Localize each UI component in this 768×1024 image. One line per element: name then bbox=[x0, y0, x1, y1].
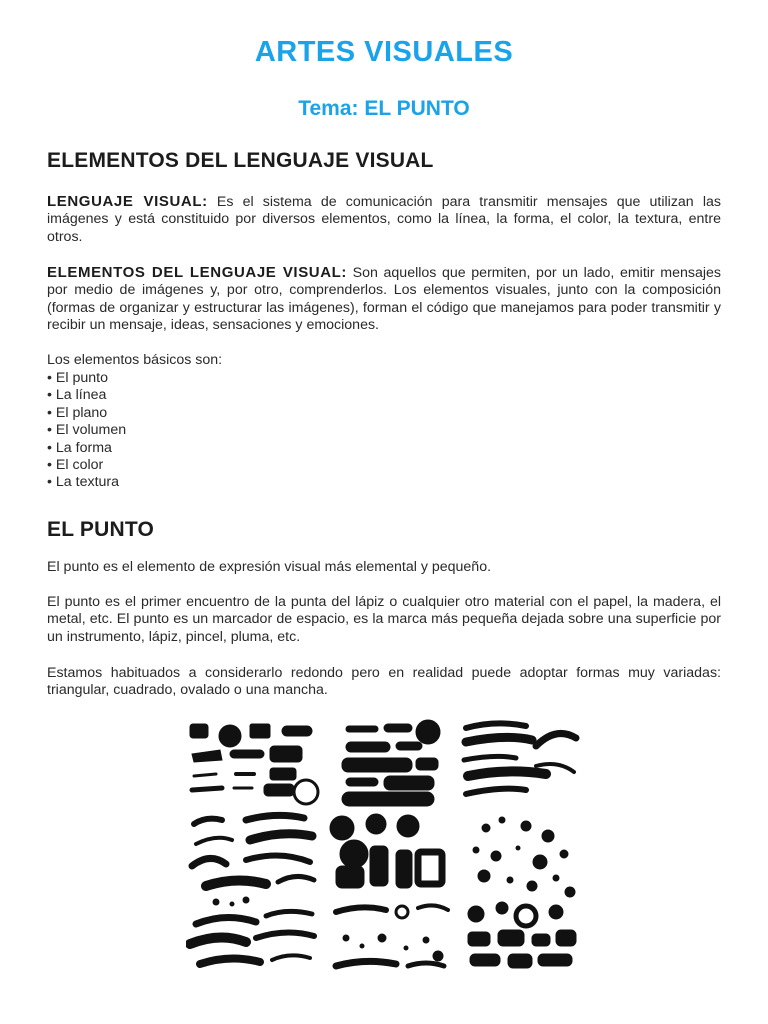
term-lenguaje-visual: LENGUAJE VISUAL: bbox=[47, 193, 208, 210]
ink-strokes-illustration bbox=[186, 716, 582, 978]
section-heading-elements: ELEMENTOS DEL LENGUAJE VISUAL bbox=[47, 149, 434, 172]
list-item: • La textura bbox=[47, 474, 126, 491]
list-intro: Los elementos básicos son: bbox=[47, 352, 223, 368]
list-item: • El plano bbox=[47, 405, 126, 422]
list-item: • El color bbox=[47, 457, 126, 474]
list-item: • El punto bbox=[47, 370, 126, 387]
list-item: • La forma bbox=[47, 440, 126, 457]
definition-elementos: Son aquellos que permiten, por un lado, emitir mensajes por medio de imágenes y, por otro, comprenderlos. Los elementos visuales, junto con la composición (formas de organizar y estructurar las imágenes), forman el código que manejamos para poder transmitir y recibir un mensaje, ideas, sensaciones y emociones. bbox=[47, 265, 721, 334]
paragraph-lenguaje-visual bbox=[47, 193, 721, 246]
definition-lenguaje-visual: Es el sistema de comunicación para transmitir mensajes que utilizan las imágenes y está constituido por diversos elementos, como la línea, la forma, el color, la textura, entre otros. bbox=[47, 194, 722, 245]
paragraph-punto-3: Estamos habituados a considerarlo redondo pero en realidad puede adoptar formas muy variadas: triangular, cuadrado, ovalado o una mancha. bbox=[47, 665, 721, 699]
section-heading-el-punto: EL PUNTO bbox=[47, 518, 155, 541]
list-item: • El volumen bbox=[47, 422, 126, 439]
paragraph-punto-1: El punto es el elemento de expresión visual más elemental y pequeño. bbox=[47, 559, 492, 575]
topic-title: Tema: EL PUNTO bbox=[298, 97, 470, 120]
paragraph-punto-2: El punto es el primer encuentro de la punta del lápiz o cualquier otro material con el papel, la madera, el metal, etc. El punto es un marcador de espacio, es la marca más pequeña dejada sobre una superficie por un instrumento, lápiz, pincel, pluma, etc. bbox=[47, 594, 721, 645]
page-title: ARTES VISUALES bbox=[254, 36, 514, 68]
paragraph-elementos bbox=[47, 264, 721, 335]
list-item: • La línea bbox=[47, 387, 126, 404]
term-elementos: ELEMENTOS DEL LENGUAJE VISUAL: bbox=[47, 264, 348, 281]
elements-list bbox=[47, 370, 126, 492]
